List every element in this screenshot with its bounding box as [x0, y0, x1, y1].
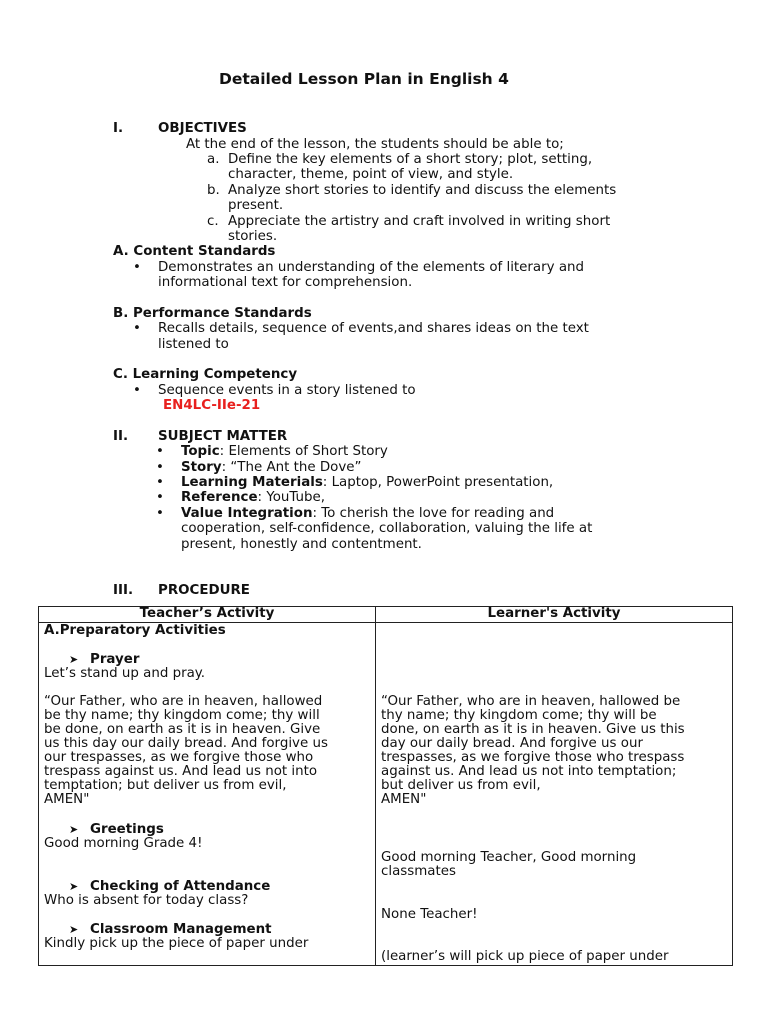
subject-item: • Learning Materials: Laptop, PowerPoint presentation, — [181, 475, 553, 491]
classroom-management-heading: Classroom Management — [90, 922, 272, 937]
performance-standards-heading: B. Performance Standards — [113, 306, 312, 321]
content-standards-line: informational text for comprehension. — [158, 275, 413, 290]
classroom-management-line: Kindly pick up the piece of paper under — [44, 936, 309, 951]
learner-column-header: Learner's Activity — [376, 607, 733, 623]
subject-matter-numeral: II. — [113, 429, 129, 444]
teacher-column-header: Teacher’s Activity — [39, 607, 376, 623]
learner-activity-cell — [376, 623, 733, 966]
objective-letter: c. — [207, 214, 219, 229]
preparatory-heading: A.Preparatory Activities — [44, 623, 226, 638]
content-standards-line: • Demonstrates an understanding of the elements of literary and — [158, 260, 584, 276]
objective-letter: a. — [207, 152, 220, 167]
learner-prayer-line: day our daily bread. And forgive us our — [381, 736, 643, 751]
attendance-line: Who is absent for today class? — [44, 893, 249, 908]
objective-line: Appreciate the artistry and craft involved in writing short — [228, 214, 611, 229]
arrow-bullet-icon: ➤ — [69, 823, 79, 836]
subject-item: • Reference: YouTube, — [181, 490, 325, 506]
learner-prayer-line: “Our Father, who are in heaven, hallowed be — [381, 694, 681, 709]
prayer-heading: Prayer — [90, 652, 140, 667]
objective-line: present. — [228, 198, 284, 213]
learner-attendance-line: None Teacher! — [381, 907, 478, 922]
learning-competency-heading: C. Learning Competency — [113, 367, 298, 382]
teacher-prayer-line: “Our Father, who are in heaven, hallowed — [44, 694, 323, 709]
greetings-line: Good morning Grade 4! — [44, 836, 203, 851]
learner-greeting-line: Good morning Teacher, Good morning — [381, 850, 637, 865]
objectives-heading: OBJECTIVES — [158, 121, 247, 136]
teacher-prayer-line: our trespasses, as we forgive those who — [44, 750, 314, 765]
objectives-intro: At the end of the lesson, the students should be able to; — [186, 137, 564, 152]
objective-line: Analyze short stories to identify and discuss the elements — [228, 183, 617, 198]
teacher-prayer-line: trespass against us. And lead us not into — [44, 764, 318, 779]
learner-prayer-line: thy name; thy kingdom come; thy will be — [381, 708, 657, 723]
page-title: Detailed Lesson Plan in English 4 — [219, 70, 509, 88]
attendance-heading: Checking of Attendance — [90, 879, 271, 894]
subject-item-cont: present, honestly and contentment. — [181, 537, 422, 552]
arrow-bullet-icon: ➤ — [69, 880, 79, 893]
teacher-prayer-line: be done, on earth as it is in heaven. Give — [44, 722, 321, 737]
content-standards-heading: A. Content Standards — [113, 244, 276, 259]
learning-competency-line: • Sequence events in a story listened to — [158, 383, 416, 399]
procedure-heading: PROCEDURE — [158, 583, 250, 598]
procedure-table — [38, 606, 733, 966]
greetings-heading: Greetings — [90, 822, 164, 837]
prayer-intro: Let’s stand up and pray. — [44, 666, 206, 681]
teacher-prayer-line: AMEN" — [44, 792, 90, 807]
learner-greeting-line: classmates — [381, 864, 456, 879]
objective-line: character, theme, point of view, and style. — [228, 167, 514, 182]
competency-code: EN4LC-IIe-21 — [163, 398, 261, 413]
teacher-activity-cell — [39, 623, 376, 966]
objectives-numeral: I. — [113, 121, 124, 136]
objective-line: stories. — [228, 229, 278, 244]
subject-matter-heading: SUBJECT MATTER — [158, 429, 288, 444]
subject-item-cont: cooperation, self-confidence, collaboration, valuing the life at — [181, 521, 593, 536]
objective-line: Define the key elements of a short story; plot, setting, — [228, 152, 593, 167]
arrow-bullet-icon: ➤ — [69, 923, 79, 936]
arrow-bullet-icon: ➤ — [69, 653, 79, 666]
procedure-numeral: III. — [113, 583, 134, 598]
learner-prayer-line: but deliver us from evil, — [381, 778, 541, 793]
learner-prayer-line: trespasses, as we forgive those who trespass — [381, 750, 685, 765]
objective-letter: b. — [207, 183, 220, 198]
teacher-prayer-line: be thy name; thy kingdom come; thy will — [44, 708, 320, 723]
teacher-prayer-line: us this day our daily bread. And forgive us — [44, 736, 328, 751]
learner-classroom-line: (learner’s will pick up piece of paper under — [381, 949, 669, 964]
learner-prayer-line: against us. And lead us not into temptation; — [381, 764, 677, 779]
performance-standards-line: listened to — [158, 337, 229, 352]
learner-prayer-line: AMEN" — [381, 792, 427, 807]
performance-standards-line: • Recalls details, sequence of events,and shares ideas on the text — [158, 321, 589, 337]
learner-prayer-line: done, on earth as it is in heaven. Give us this — [381, 722, 685, 737]
subject-item: • Topic: Elements of Short Story — [181, 444, 388, 460]
subject-item: • Value Integration: To cherish the love for reading and — [181, 506, 554, 522]
subject-item: • Story: “The Ant the Dove” — [181, 460, 361, 476]
teacher-prayer-line: temptation; but deliver us from evil, — [44, 778, 287, 793]
